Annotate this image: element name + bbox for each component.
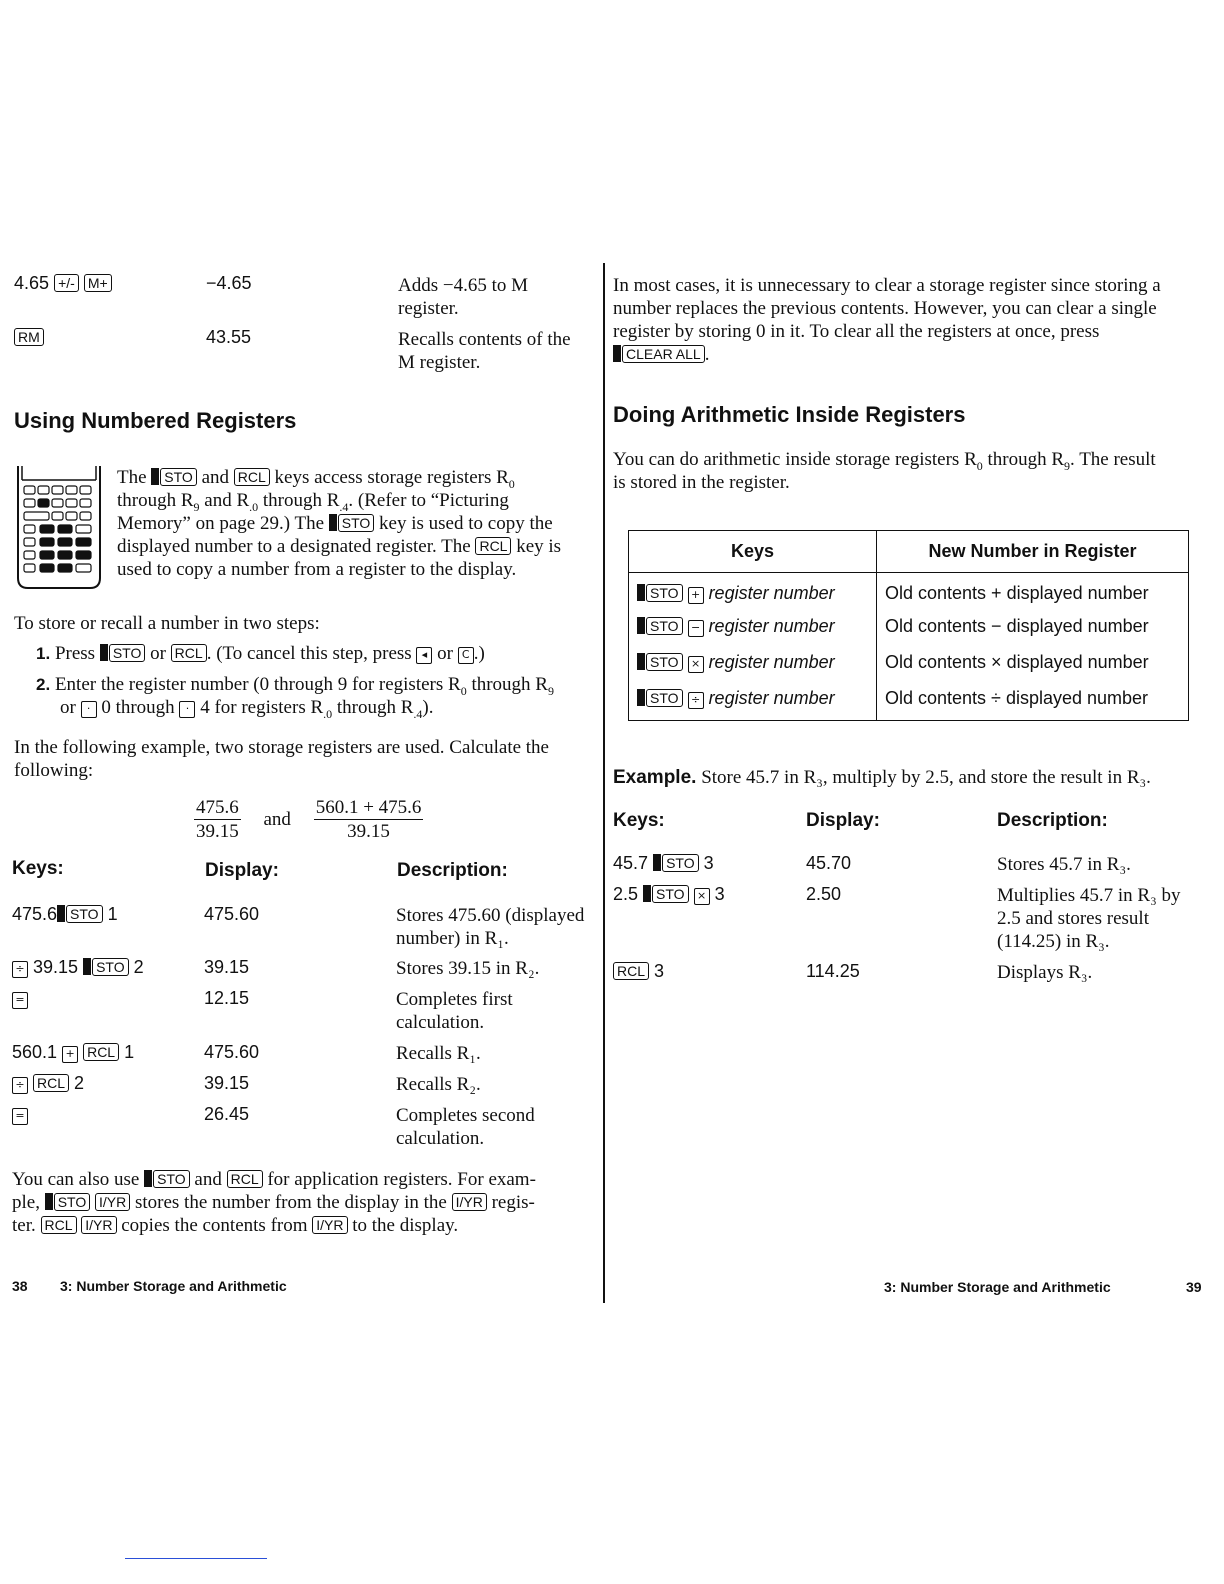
description: Multiplies 45.7 in R₃ by 2.5 and stores result (114.25) in R₃.: [997, 885, 1181, 952]
key-seq: ÷ RCL 2: [12, 1072, 84, 1095]
col-header-display: Display:: [205, 860, 279, 881]
description: Recalls R₂.: [396, 1074, 481, 1095]
plus-minus-key: +/-: [54, 274, 79, 292]
multiply-key: ×: [688, 656, 704, 673]
key-seq: 475.6 STO 1: [12, 904, 118, 924]
col-header-description: Description:: [997, 810, 1108, 831]
section-title: Using Numbered Registers: [14, 408, 297, 433]
divide-key: ÷: [12, 961, 28, 978]
iyr-key: I/YR: [81, 1216, 116, 1234]
sto-key: STO: [54, 1193, 91, 1211]
key-seq: 2.5 STO × 3: [613, 884, 725, 904]
example-intro: In the following example, two storage registers are used. Calculate the following:: [14, 737, 549, 781]
description: Completes second calculation.: [396, 1105, 535, 1149]
example-line: Example. Store 45.7 in R₃, multiply by 2.5, and store the result in R₃.: [613, 767, 1151, 788]
iyr-key: I/YR: [95, 1193, 130, 1211]
table-row: STO ÷ register number Old contents ÷ displayed number: [629, 681, 1189, 721]
sto-key: STO: [646, 689, 683, 707]
fraction-equations: $\frac{475.6}{39.15}$ and $\frac{560.1 + 475.6}{39.15}$: [196, 797, 422, 842]
sto-key: STO: [662, 854, 699, 872]
plus-key: +: [688, 587, 704, 604]
page-divider: [603, 263, 605, 1303]
clear-register-paragraph: In most cases, it is unnecessary to clear a storage register since storing a number replaces the previous contents. However, you can clear a single register by storing 0 in it. To clear all the registers at once, press CLEAR ALL .: [613, 275, 1161, 365]
rcl-key: RCL: [83, 1043, 119, 1061]
description: Adds −4.65 to M register.: [398, 275, 529, 319]
calculator-keyboard-icon: [14, 466, 104, 590]
scan-line: [125, 1558, 267, 1559]
c-key: C: [458, 647, 474, 664]
description: Recalls R₁.: [396, 1043, 481, 1064]
step-1: 1. Press STO or RCL . (To cancel this step, press ◂ or C .): [36, 643, 485, 664]
fraction-2: $\frac{560.1 + 475.6}{39.15}$: [315, 797, 422, 842]
steps-intro: To store or recall a number in two steps:: [14, 613, 320, 634]
sto-key: STO: [153, 1170, 190, 1188]
equals-key: =: [12, 992, 28, 1009]
display-value: 26.45: [204, 1104, 250, 1124]
key-seq-row-1: [14, 326, 44, 349]
description: Stores 39.15 in R₂.: [396, 958, 540, 979]
table-row: STO × register number Old contents × displayed number: [629, 645, 1189, 681]
col-header-display: Display:: [806, 810, 880, 831]
rm-key: RM: [14, 328, 44, 346]
section-title: Doing Arithmetic Inside Registers: [613, 402, 966, 427]
display-value: 12.15: [204, 988, 250, 1008]
chapter-footer-right: 3: Number Storage and Arithmetic: [884, 1279, 1111, 1295]
description: Recalls contents of the M register.: [398, 329, 571, 373]
rcl-key: RCL: [475, 537, 511, 555]
display-value: 45.70: [806, 853, 852, 873]
table-row: STO − register number Old contents − displayed number: [629, 609, 1189, 645]
key-seq: ÷ 39.15 STO 2: [12, 956, 144, 979]
sto-key: STO: [646, 653, 683, 671]
display-value: 475.60: [204, 904, 260, 924]
sto-key: STO: [160, 468, 197, 486]
col-header-description: Description:: [397, 860, 508, 881]
key-seq: 45.7 STO 3: [613, 853, 714, 873]
page-number-left: 38: [12, 1278, 28, 1294]
description: Stores 475.60 (displayed number) in R₁.: [396, 905, 585, 949]
display-value: 39.15: [204, 1073, 250, 1093]
multiply-key: ×: [694, 888, 710, 905]
sto-key: STO: [652, 885, 689, 903]
plus-key: +: [62, 1046, 78, 1063]
display-value: 114.25: [806, 961, 860, 981]
iyr-key: I/YR: [452, 1193, 487, 1211]
key-seq: RCL 3: [613, 960, 664, 983]
step-2: 2. Enter the register number (0 through 9 for registers $R_0$ through $R_9$ or · 0 through · 4 for registers $R_{.0}$ through $R_{.4}$).: [36, 674, 554, 721]
clear-all-key: CLEAR ALL: [622, 345, 705, 363]
page-number-right: 39: [1186, 1279, 1202, 1295]
rcl-key: RCL: [171, 644, 207, 662]
description: Completes first calculation.: [396, 989, 513, 1033]
rcl-key: RCL: [227, 1170, 263, 1188]
register-arithmetic-table: [628, 530, 1189, 721]
sto-key: STO: [338, 514, 375, 532]
sto-key: STO: [109, 644, 146, 662]
key-seq: [12, 1103, 28, 1126]
rcl-key: RCL: [41, 1216, 77, 1234]
fraction-1: $\frac{475.6}{39.15}$: [196, 797, 239, 842]
outro-paragraph: You can also use STO and RCL for application registers. For exam- ple, STO I/YR stores the number from the display in the I/YR regis- ter. RCL I/YR copies the contents from I/YR to the display.: [12, 1169, 536, 1236]
sto-key: STO: [646, 617, 683, 635]
display-value: 2.50: [806, 884, 842, 904]
sto-key: STO: [92, 958, 129, 976]
key-seq-row-0: 4.65 +/- M+: [14, 272, 112, 295]
rcl-key: RCL: [613, 962, 649, 980]
key-seq: 560.1 + RCL 1: [12, 1042, 135, 1062]
key-seq: [12, 987, 28, 1010]
display-value: 39.15: [204, 957, 250, 977]
display-value: 43.55: [206, 327, 252, 347]
rcl-key: RCL: [234, 468, 270, 486]
intro-paragraph: The STO and RCL keys access storage registers $R_0$ through $R_9$ and $R_{.0}$ through $R_{.4}$. (Refer to “Picturing Memory” on page 29.) The STO key is used to copy the displayed number to a designated register. The RCL key is used to copy a number from a register to the display.: [117, 467, 562, 580]
backspace-key: ◂: [416, 647, 432, 664]
table-row: STO + register number Old contents + displayed number: [629, 573, 1189, 609]
minus-key: −: [688, 620, 704, 637]
arith-intro: You can do arithmetic inside storage registers $R_0$ through $R_9$. The result is stored in the register.: [613, 449, 1156, 493]
iyr-key: I/YR: [312, 1216, 347, 1234]
table-header-result: New Number in Register: [877, 531, 1189, 573]
description: Stores 45.7 in R₃.: [997, 854, 1131, 875]
m-plus-key: M+: [84, 274, 112, 292]
divide-key: ÷: [688, 692, 704, 709]
decimal-key: ·: [81, 701, 97, 718]
display-value: 475.60: [204, 1042, 260, 1062]
col-header-keys: Keys:: [613, 810, 665, 831]
decimal-key: ·: [179, 701, 195, 718]
table-header-keys: Keys: [629, 531, 877, 573]
equals-key: =: [12, 1108, 28, 1125]
col-header-keys: Keys:: [12, 858, 64, 879]
sto-key: STO: [66, 905, 103, 923]
divide-key: ÷: [12, 1077, 28, 1094]
rcl-key: RCL: [33, 1074, 69, 1092]
display-value: −4.65: [206, 273, 252, 293]
description: Displays R₃.: [997, 962, 1093, 983]
sto-key: STO: [646, 584, 683, 602]
chapter-footer-left: 3: Number Storage and Arithmetic: [60, 1278, 287, 1294]
